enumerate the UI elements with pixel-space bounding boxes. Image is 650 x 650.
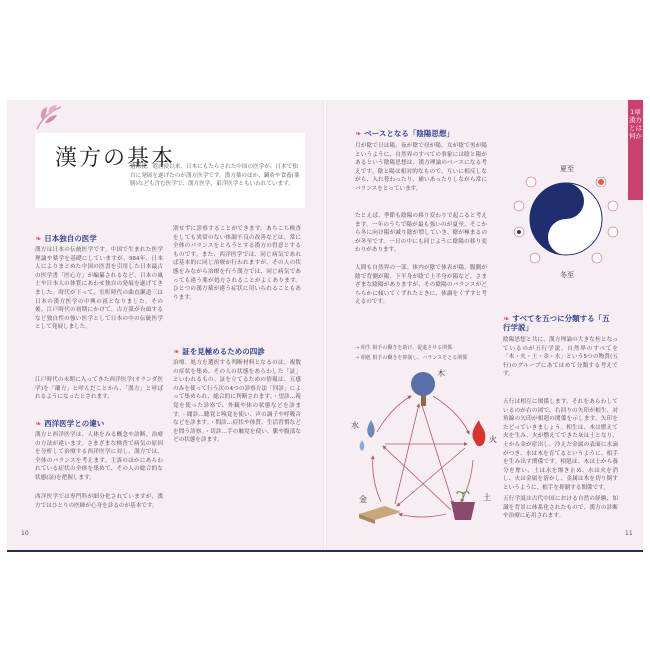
leaf-ornament-icon	[33, 103, 63, 133]
chapter-tab-label: 1章 漢方とは何か	[629, 108, 642, 140]
element-earth-label: 土	[483, 493, 491, 502]
five-elements-diagram	[351, 364, 497, 524]
paragraph-r5: 五行は相互に関係します。それをあらわしているのが右の図で、右回りの矢印が相生、対角線の矢印が相剋の関係を示します。矢印をたどっていきましょう。相生は、木は燃えて火を生み、火が燃えてできた灰は土となり、土から金が産出し、冷えた金属の表面に水滴がつき、水は木を育てるというように、相手を生み出す関係です。相剋は、木は土から養分を奪い、土は水を堰き止め、水は火を消し、火は金属を溶かし、金属は木を切り倒すというように、相手を抑制する関係です。	[503, 399, 618, 491]
yin-yang-diagram	[507, 160, 625, 278]
paragraph-r4: 陰陽思想と共に、漢方理論の大きな柱となっているのが五行学説。自然界のすべてを「木・火・土・金・水」という5つの物質(五行)のグループにあてはめて分類する考えです。	[503, 337, 618, 378]
paragraph-4: 西洋医学では専門科が細分化されていますが、漢方ではひとりの医師が心身を診るのが基本です。	[35, 494, 163, 509]
page-title: 漢方の基本	[55, 146, 176, 171]
title-box	[35, 133, 305, 208]
water-drops-icon	[360, 420, 375, 451]
heading-japanese-medicine: ❧ 日本独自の医学	[35, 234, 97, 243]
paragraph-r1: 月が陰で日は陽、夜が陰で昼が陽、女が陰で男が陽というように、自然界のすべての事象には陰と陽があるという陰陽思想は、漢方理論のベースになる考えです。陰と陽は相対的なもので、互いに相反しながら、入れ替わったり、補いあったりしながら常にバランスをとっています。	[355, 143, 487, 192]
fire-flame-icon	[472, 420, 485, 446]
legend-sosei: → 相生 相手の働きを助け、促進させる関係	[355, 345, 453, 351]
paragraph-3: 漢方と西洋医学は、人体をみる概念や診断、治療の方法が違います。さまざまな検査で病気の原因を分析して治療する西洋医学に対し、漢方では、全体のバランスを考えます。主訴のほかにあらわれている症状の全体を集めて、その人の総合的な状態(証)を把握します。	[35, 432, 163, 481]
wood-tree-icon	[411, 372, 435, 406]
heading-five-elements: ❧ すべてを五つに分類する「五行学説」	[503, 314, 610, 332]
chapter-tab	[628, 100, 643, 200]
summer-solstice-label: 夏至	[560, 165, 574, 173]
earth-pot-icon	[451, 492, 475, 520]
legend-sokoku: → 相剋 相手の働きを抑制し、バランスをとる関係	[355, 355, 468, 361]
element-water-label: 水	[351, 421, 359, 430]
left-page	[7, 100, 325, 550]
metal-ingot-icon	[359, 506, 401, 524]
heading-western-medicine: ❧ 西洋医学との違い	[35, 419, 105, 428]
book-spread	[7, 100, 643, 552]
paragraph-r3: 人間も自然界の一部。体内が陰で体表が陽、腹側が陰で背側が陽、下半身が陰で上半身が陽など、さまざまな陰陽がありますが、その陰陽のバランスがどちらかに傾いてくずれたときに、体調をくずすと考えるのです。	[355, 265, 487, 306]
intro-text: 遣隋使、遣唐使以来、日本にもたらされた中国の医学が、日本で独自に発展を遂げたのが漢方医学です。漢方薬のほか、鍼灸や食養(薬膳)なども含む医学で、漢方医学、東洋医学ともいわれています。	[130, 164, 300, 187]
heading-four-diagnoses: ❧ 証を見極めるための四診	[173, 347, 265, 356]
page-number-left: 10	[21, 530, 29, 537]
winter-solstice-label: 冬至	[560, 271, 574, 279]
page-number-right: 11	[625, 530, 633, 537]
paragraph-r6: 五行学説は古代中国における自然の経験、知識を背景に体系化されたもので、漢方の診断や治療に応用されます。	[503, 496, 618, 520]
element-metal-label: 金	[359, 495, 367, 504]
element-wood-label: 木	[437, 369, 445, 378]
heading-yin-yang: ❧ ベースとなる「陰陽思想」	[355, 129, 454, 138]
paragraph-col2: 別せずに診察することができます。あちこち検査をしても異常のない体調不良の改善などは、常に全体のバランスをとろうとする漢方の得意とするものです。また、西洋医学では、同じ病気であれば基本的に同じ治療が行われますが、その人の状態をみながら治療を行う漢方では、同じ病気であっても違う薬が処方されることがよくあります。ひとつの漢方薬が違う症状に用いられることもあります。	[173, 226, 301, 301]
element-fire-label: 火	[489, 435, 497, 444]
paragraph-r2: たとえば、季節も陰陽の移り変わりで起こると考えます。一年のうちで陽が最も強いのが夏至、そこから冬に向け陽が減り陰が増していき、陰が極まるのが冬至です。一日の中にも同じように陰陽の移り変わりがあります。	[355, 213, 487, 254]
right-page	[325, 100, 643, 550]
paragraph-2: 江戸時代の末期に入ってきた西洋医学(オランダ医学)を「蘭方」と呼んだことから、「漢方」と呼ばれるようになったとされます。	[35, 377, 163, 401]
paragraph-col3: 治療、処方を選択する判断材料となるのは、複数の症状を集め、その人の状態をあらわした「証」といわれるもの。証を立てるための情報は、五感のみを使って行う次の4つの診察方法「四診」によって集められ、総合的に判断されます。・望診…視覚を使った診察で、外観や体の状態などを診ます。・聞診…聴覚と嗅覚を使い、声の調子や呼吸音などを診ます。・問診…症状や体質、生活習慣などを問う診察。・切診…手の触覚を使い、脈や腹部などの状態を診ます。	[173, 360, 301, 444]
paragraph-1: 漢方は日本の伝統医学です。中国で生まれた医学理論や薬学を基礎にしていますが、984年、日本人によりまとめた中国の医書を引用した日本最古の医学書「医心方」が編纂されるなど、日本の風土や日本人の体質にあわせ独自の発展を遂げてきました。時代が下って、室町時代の曲直瀬道三は日本の漢方医学の中興の祖となりました。その後、江戸時代の初期にかけて、古方派が台頭するなど独自性の強い医学として日本の中の伝統医学として発展しました。	[35, 247, 163, 331]
